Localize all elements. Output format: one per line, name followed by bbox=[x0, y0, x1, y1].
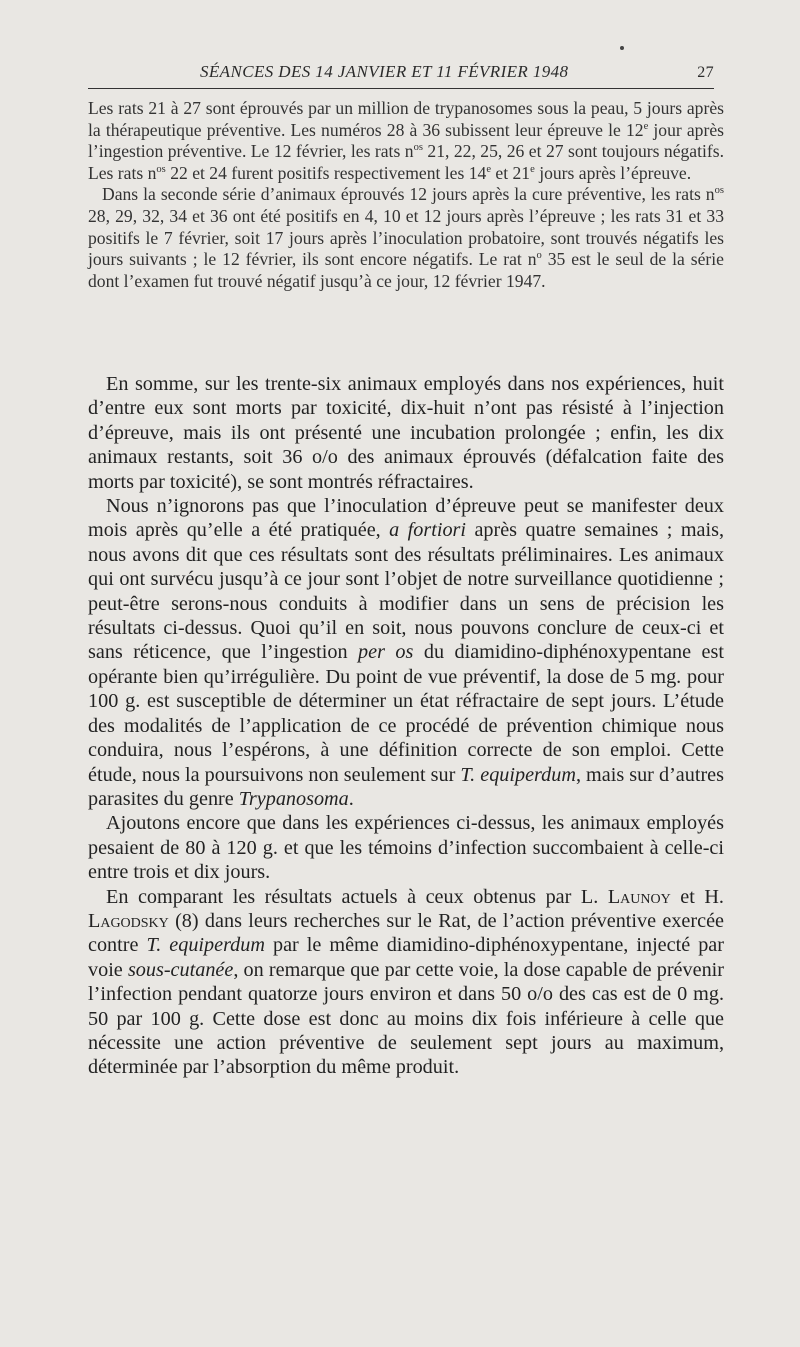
paragraph-en-comparant: En comparant les résultats actuels à ceux obtenus par L. Launoy et H. Lagodsky (8) dans leurs recherches sur le Rat, de l’action préventive exercée contre T. equiperdum par le même diamidino-diphénoxypentane, injecté par voie sous-cutanée, on remarque que par cette voie, la dose capable de prévenir l’infection pendant quatorze jours environ et dans 50 o/o des cas est de 0 mg. 50 par 100 g. Cette dose est donc au moins dix fois inférieure à celle que nécessite une action préventive de seulement sept jours au maximum, déterminée par l’absorption du même produit. bbox=[88, 885, 725, 1079]
paragraph-en-somme: En somme, sur les trente-six animaux employés dans nos expériences, huit d’entre eux sont morts par toxicité, dix-huit n’ont pas résisté à l’injection d’épreuve, mais ils ont présenté une incubation prolongée ; enfin, les dix animaux restants, soit 36 o/o des animaux éprouvés (défalcation faite des morts par toxicité), se sont montrés réfractaires. bbox=[88, 373, 724, 493]
main-text-section bbox=[88, 372, 724, 1080]
small-paragraph-2: Dans la seconde série d’animaux éprouvés 12 jours après la cure préventive, les rats $n^{os}$ 28, 29, 32, 34 et 36 ont été positifs en 4, 10 et 12 jours après l’épreuve ; les rats 31 et 33 positifs le 7 février, soit 17 jours après l’inoculation probatoire, sont trouvés négatifs les jours suivants ; le 12 février, ils sont encore négatifs. Le rat $n^o$ 35 est le seul de la série dont l’examen fut trouvé négatif jusqu’à ce jour, 12 février 1947. bbox=[88, 184, 724, 291]
paragraph-nous-nignorons: Nous n’ignorons pas que l’inoculation d’épreuve peut se manifester deux mois après qu’elle a été pratiquée, a fortiori après quatre semaines ; mais, nous avons dit que ces résultats sont des résultats préliminaires. Les animaux qui ont survécu jusqu’à ce jour sont l’objet de notre surveillance quotidienne ; peut-être serons-nous conduits à modifier dans un sens de précision les résultats ci-dessus. Quoi qu’il en soit, nous pouvons conclure de ceux-ci et sans réticence, que l’ingestion per os du diamidino-diphénoxypentane est opérante bien qu’irrégulière. Du point de vue préventif, la dose de 5 mg. pour 100 g. est susceptible de déterminer un état réfractaire de sept jours. L’étude des modalités de l’application de ce procédé de prévention chimique nous conduira, nous l’espérons, à une définition correcte de son emploi. Cette étude, nous la poursuivons non seulement sur T. equiperdum, mais sur d’autres parasites du genre Trypanosoma. bbox=[88, 495, 724, 810]
running-title: SÉANCES DES 14 JANVIER ET 11 FÉVRIER 1948 bbox=[200, 62, 569, 81]
ink-speck bbox=[620, 46, 624, 50]
paragraph-ajoutons: Ajoutons encore que dans les expériences ci-dessus, les animaux employés pesaient de 80 à 120 g. et que les témoins d’infection succombaient à celle-ci entre trois et dix jours. bbox=[88, 812, 724, 884]
header-rule bbox=[88, 88, 714, 89]
small-print-section bbox=[88, 98, 724, 292]
page-number: 27 bbox=[697, 64, 714, 81]
small-paragraph-1: Les rats 21 à 27 sont éprouvés par un million de trypanosomes sous la peau, 5 jours après la thérapeutique préventive. Les numéros 28 à 36 subissent leur épreuve le 12e jour après l’ingestion préventive. Le 12 février, les rats $n^{os}$ 21, 22, 25, 26 et 27 sont toujours négatifs. Les rats $n^{os}$ 22 et 24 furent positifs respectivement les 14e et 21e jours après l’épreuve. bbox=[88, 98, 724, 183]
running-header bbox=[88, 62, 714, 82]
